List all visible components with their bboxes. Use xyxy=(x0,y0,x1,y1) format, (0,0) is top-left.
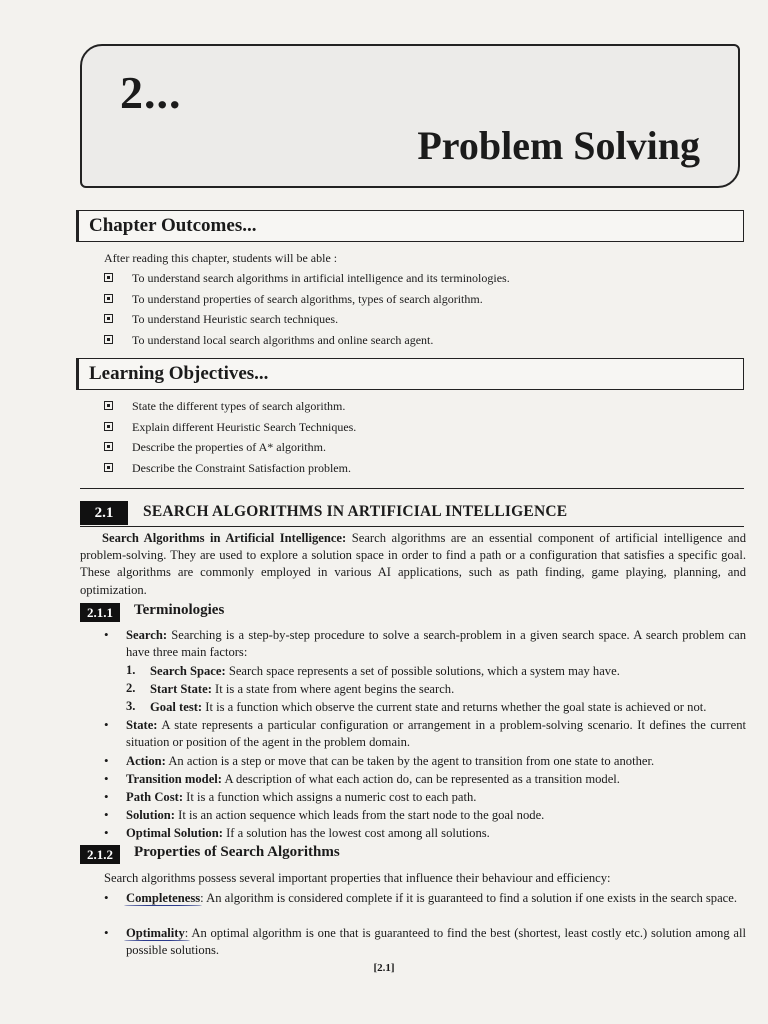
outcomes-intro: After reading this chapter, students will be able : xyxy=(104,251,338,265)
list-item: Optimality: An optimal algorithm is one that is guaranteed to find the best (shortest, least costly etc.) solution among all possible solutions. xyxy=(126,926,746,958)
checkbox-bullet-icon xyxy=(104,273,113,282)
list-item: To understand properties of search algorithms, types of search algorithm. xyxy=(104,289,510,310)
objectives-heading-box xyxy=(76,358,744,390)
checkbox-bullet-icon xyxy=(104,401,113,410)
list-item: Explain different Heuristic Search Techniques. xyxy=(104,417,356,438)
outcomes-list xyxy=(104,268,510,351)
checkbox-bullet-icon xyxy=(104,335,113,344)
bullet-icon: • xyxy=(104,771,109,786)
chapter-title: Problem Solving xyxy=(417,123,700,168)
checkbox-bullet-icon xyxy=(104,463,113,472)
section-number: 2.1 xyxy=(80,501,128,525)
list-item: Optimal Solution: If a solution has the lowest cost among all solutions. xyxy=(126,826,490,840)
bullet-icon: • xyxy=(104,807,109,822)
divider xyxy=(80,526,744,527)
list-item: Action: An action is a step or move that can be taken by the agent to transition from one state to another. xyxy=(126,754,655,768)
section-title: SEARCH ALGORITHMS IN ARTIFICIAL INTELLIGENCE xyxy=(143,503,568,520)
list-item: To understand Heuristic search techniques. xyxy=(104,309,510,330)
pencil-underline xyxy=(124,940,190,941)
list-item: Transition model: A description of what each action do, can be represented as a transition model. xyxy=(126,772,620,786)
properties-intro: Search algorithms possess several important properties that influence their behaviour and efficiency: xyxy=(104,871,611,885)
outcomes-heading-box xyxy=(76,210,744,242)
list-item: Solution: It is an action sequence which leads from the start node to the goal node. xyxy=(126,808,545,822)
bullet-icon: • xyxy=(104,789,109,804)
list-item: State: A state represents a particular configuration or arrangement in a problem-solving scenario. It defines the current situation or position of the agent in the problem domain. xyxy=(126,718,746,750)
subsection-number: 2.1.1 xyxy=(80,603,120,622)
chapter-banner xyxy=(80,44,740,188)
list-item: Describe the Constraint Satisfaction problem. xyxy=(104,458,356,479)
outcomes-heading: Chapter Outcomes... xyxy=(89,215,257,236)
bullet-icon: • xyxy=(104,753,109,768)
bullet-icon: • xyxy=(104,717,109,732)
subsection-title: Terminologies xyxy=(134,602,225,618)
checkbox-bullet-icon xyxy=(104,314,113,323)
objectives-heading: Learning Objectives... xyxy=(89,363,269,384)
number-label: 1. xyxy=(126,663,136,677)
bullet-icon: • xyxy=(104,627,109,642)
number-label: 2. xyxy=(126,681,136,695)
checkbox-bullet-icon xyxy=(104,294,113,303)
list-item: Describe the properties of A* algorithm. xyxy=(104,437,356,458)
section-paragraph: Search Algorithms in Artificial Intelligence: Search algorithms are an essential component of artificial intelligence and problem-solving. They are used to explore a solution space in order to find a path or a configuration that satisfies a specific goal. These algorithms are commonly employed in various AI applications, such as path finding, game playing, planning, and optimization. xyxy=(80,531,746,597)
checkbox-bullet-icon xyxy=(104,442,113,451)
bullet-icon: • xyxy=(104,925,109,940)
list-item: Path Cost: It is a function which assigns a numeric cost to each path. xyxy=(126,790,477,804)
list-item: Search: Searching is a step-by-step procedure to solve a search-problem in a given search space. A search problem can have three main factors: xyxy=(126,628,746,660)
divider xyxy=(80,488,744,489)
list-item: Completeness: An algorithm is considered complete if it is guaranteed to find a solution if one exists in the search space. xyxy=(126,891,738,905)
checkbox-bullet-icon xyxy=(104,422,113,431)
list-item: To understand search algorithms in artificial intelligence and its terminologies. xyxy=(104,268,510,289)
list-item: To understand local search algorithms and online search agent. xyxy=(104,330,510,351)
subsection-number: 2.1.2 xyxy=(80,845,120,864)
page-number: [2.1] xyxy=(373,962,395,974)
number-label: 3. xyxy=(126,699,136,713)
objectives-list xyxy=(104,396,356,479)
pencil-underline xyxy=(124,905,202,906)
list-item: Goal test: It is a function which observe the current state and returns whether the goal state is achieved or not. xyxy=(150,700,707,714)
bullet-icon: • xyxy=(104,825,109,840)
bullet-icon: • xyxy=(104,890,109,905)
chapter-number: 2... xyxy=(120,67,182,118)
list-item: State the different types of search algorithm. xyxy=(104,396,356,417)
subsection-title: Properties of Search Algorithms xyxy=(134,844,340,860)
list-item: Start State: It is a state from where agent begins the search. xyxy=(150,682,455,696)
list-item: Search Space: Search space represents a set of possible solutions, which a system may have. xyxy=(150,664,620,678)
